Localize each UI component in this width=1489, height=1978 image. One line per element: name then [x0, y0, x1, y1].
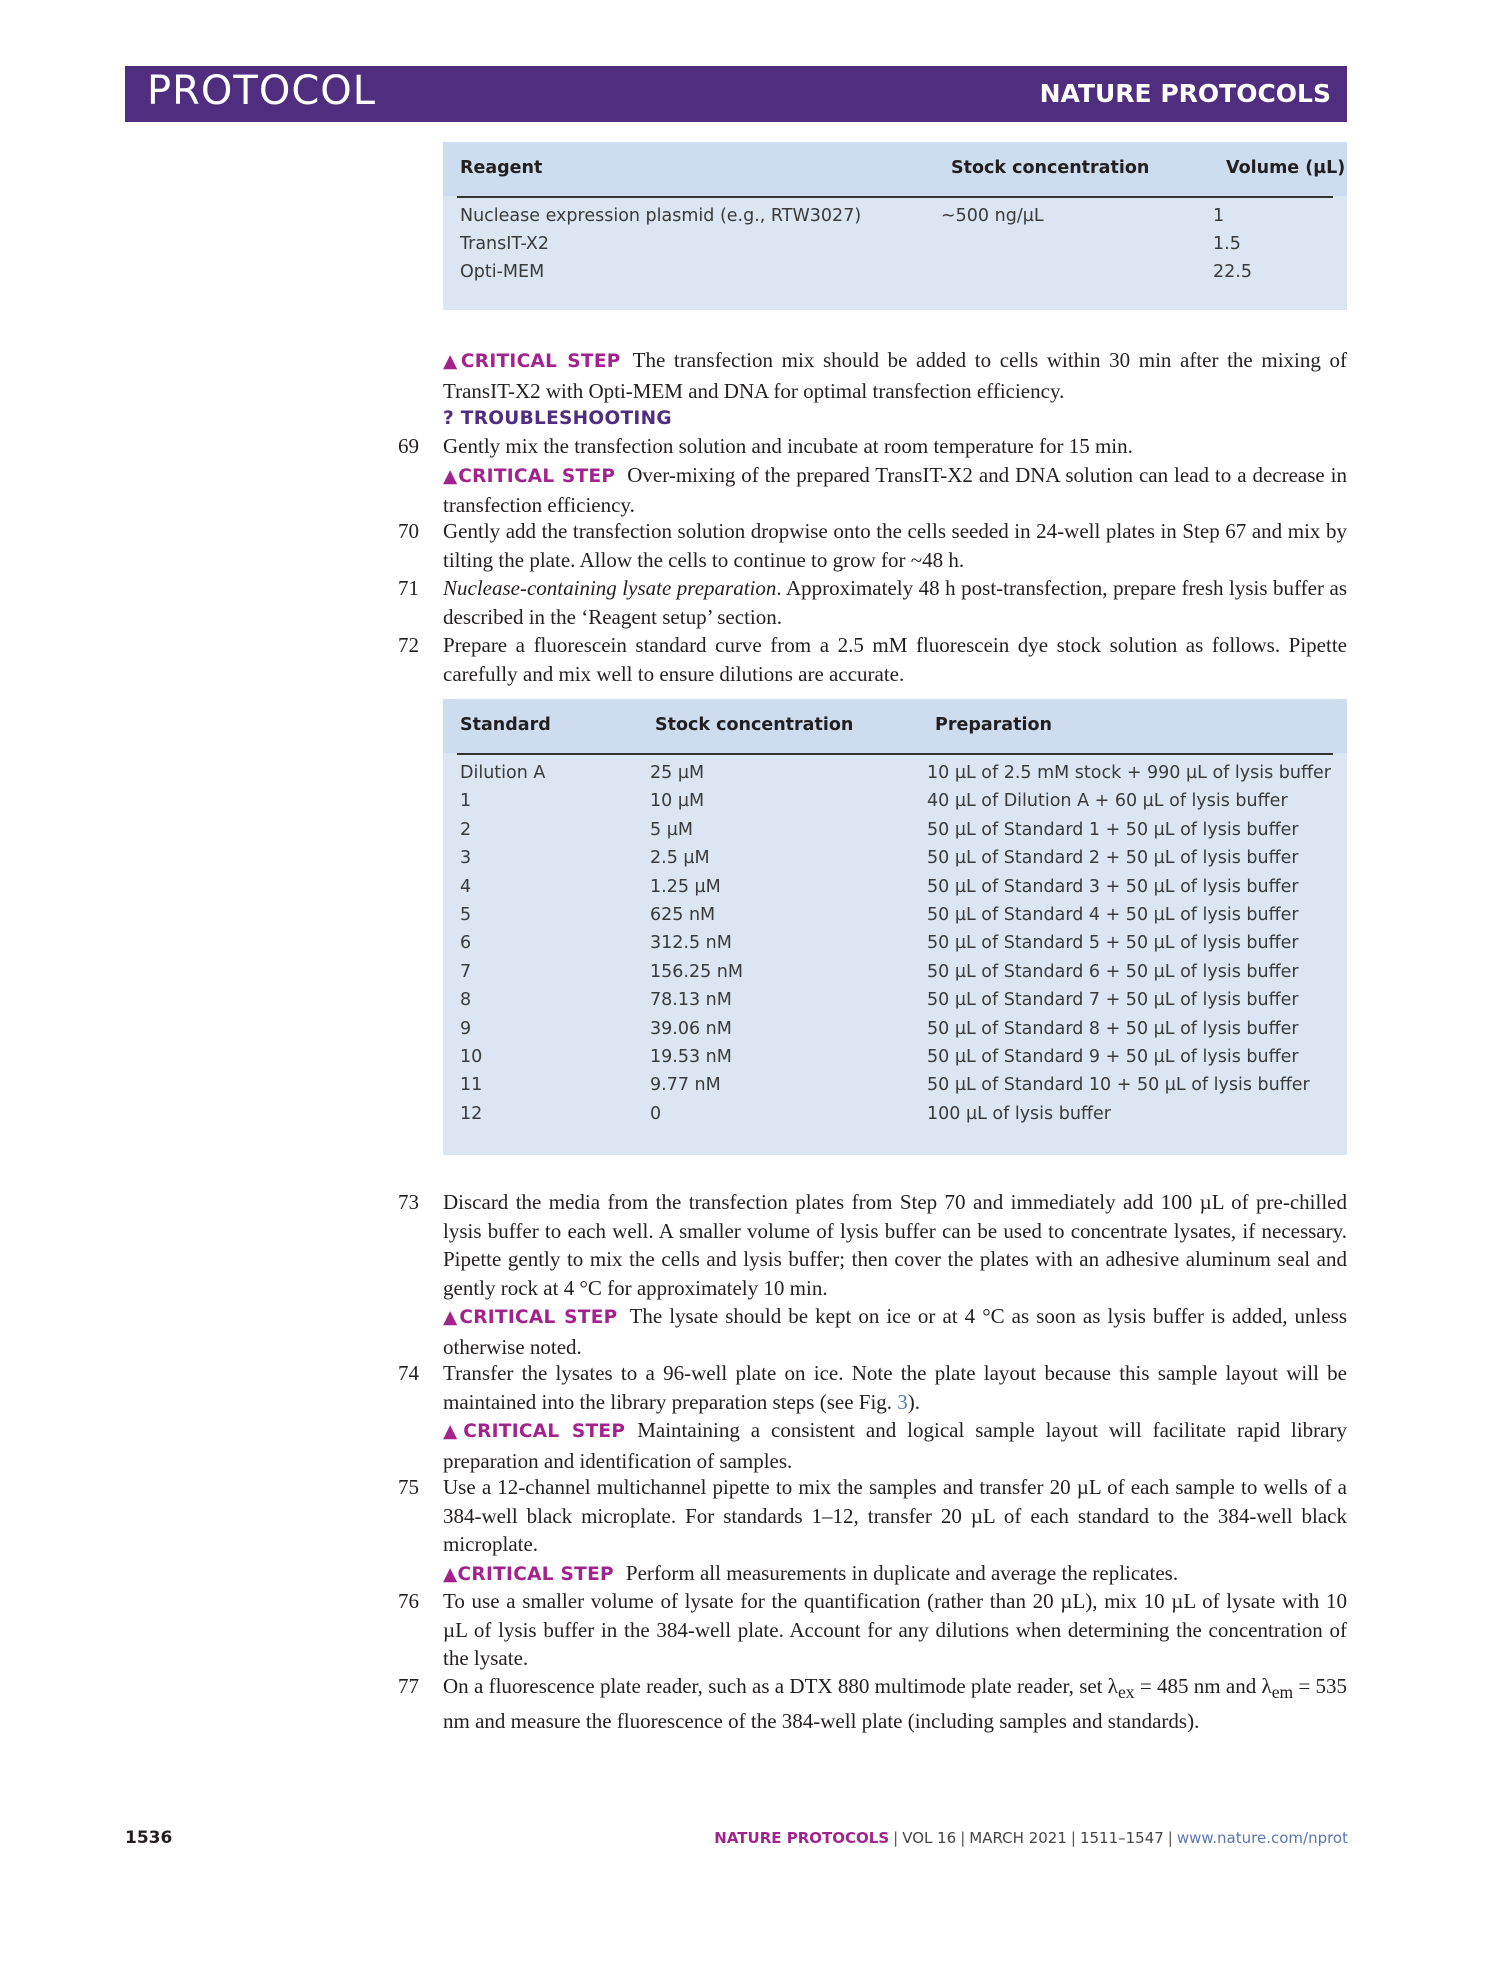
critical-step-text: The lysate should be kept on ice or at 4 °C as soon as lysis buffer is added, unless otherwise noted.	[443, 1304, 1347, 1359]
step-text: Prepare a fluorescein standard curve from a 2.5 mM fluorescein dye stock solution as follows. Pipette carefully and mix well to ensure dilutions are accurate.	[443, 633, 1347, 686]
table-cell: 156.25 nM	[650, 961, 743, 982]
subscript: em	[1271, 1682, 1294, 1703]
footer-journal: NATURE PROTOCOLS	[714, 1829, 890, 1847]
table-cell: 50 µL of Standard 9 + 50 µL of lysis buffer	[927, 1047, 1299, 1067]
table-cell: TransIT-X2	[460, 234, 550, 254]
step-number: 69	[398, 434, 419, 458]
step-text: = 535 nm and measure the fluorescence of the 384-well plate (including samples and standards).	[443, 1674, 1348, 1733]
table-cell: 50 µL of Standard 8 + 50 µL of lysis buffer	[927, 1018, 1299, 1039]
table-cell: 39.06 nM	[650, 1018, 732, 1039]
troubleshooting-label[interactable]: ? TROUBLESHOOTING	[443, 408, 672, 429]
footer-volume: VOL 16	[902, 1829, 957, 1847]
footer-date: MARCH 2021	[969, 1829, 1067, 1847]
column-header: Reagent	[460, 158, 543, 178]
table-cell: 9	[460, 1018, 472, 1039]
critical-step-label: ▲CRITICAL STEP	[443, 1421, 626, 1442]
table-rule	[457, 753, 1333, 755]
table-cell: Nuclease expression plasmid (e.g., RTW3027)	[460, 206, 862, 226]
table-cell: 625 nM	[650, 905, 716, 925]
footer-citation: NATURE PROTOCOLS | VOL 16 | MARCH 2021 | 1511–1547 | www.nature.com/nprot	[714, 1829, 1348, 1847]
table-cell: 50 µL of Standard 4 + 50 µL of lysis buffer	[927, 905, 1299, 925]
table-cell: 10	[460, 1047, 483, 1067]
critical-step-label: ▲CRITICAL STEP	[443, 1307, 618, 1328]
step-73	[398, 1188, 1347, 1361]
critical-step-label: ▲CRITICAL STEP	[443, 1563, 614, 1585]
table-header	[443, 142, 1347, 196]
step-text: = 485 nm and λ	[1134, 1674, 1272, 1698]
step-text: On a fluorescence plate reader, such as a DTX 880 multimode plate reader, set λ	[443, 1674, 1118, 1698]
footer-pages: 1511–1547	[1079, 1829, 1164, 1847]
page-number: 1536	[125, 1828, 173, 1848]
table-cell: 10 µM	[650, 791, 705, 812]
step-number: 76	[398, 1589, 419, 1613]
table-cell: 40 µL of Dilution A + 60 µL of lysis buffer	[927, 791, 1288, 812]
table-cell: 1	[460, 791, 472, 812]
step-number: 72	[398, 633, 419, 657]
table-cell: 50 µL of Standard 6 + 50 µL of lysis buffer	[927, 961, 1299, 982]
step-74	[398, 1359, 1347, 1475]
critical-step-text: Over-mixing of the prepared TransIT-X2 and DNA solution can lead to a decrease in transfection efficiency.	[443, 462, 1347, 517]
table-cell: 1.25 µM	[650, 876, 721, 897]
step-text: . Approximately 48 h post-transfection, prepare fresh lysis buffer as described in the ‘Reagent setup’ section.	[443, 576, 1347, 629]
table-cell: 1.5	[1213, 234, 1241, 254]
table-cell: 11	[460, 1075, 483, 1096]
section-label: PROTOCOL	[147, 68, 377, 114]
table-cell: 25 µM	[650, 763, 705, 783]
column-header: Standard	[460, 715, 551, 735]
table-cell: 78.13 nM	[650, 990, 732, 1011]
journal-label: NATURE PROTOCOLS	[1039, 79, 1331, 108]
table-rule	[457, 196, 1333, 198]
step-text: To use a smaller volume of lysate for the quantification (rather than 20 µL), mix 10 µL of lysate with 10 µL of lysis buffer in the 384-well plate. Account for any dilutions when determining the concentration of the lysate.	[443, 1589, 1347, 1670]
table-cell: 8	[460, 990, 472, 1011]
table-cell: 12	[460, 1103, 483, 1124]
table-cell: 9.77 nM	[650, 1075, 721, 1096]
column-header: Preparation	[935, 715, 1052, 735]
table-cell: 50 µL of Standard 10 + 50 µL of lysis buffer	[927, 1075, 1310, 1096]
troubleshooting-link[interactable]	[443, 403, 1347, 434]
critical-step-68	[443, 346, 1347, 405]
table-cell: 0	[650, 1103, 662, 1124]
step-number: 74	[398, 1361, 419, 1385]
column-header: Stock concentration	[655, 715, 854, 735]
footer-url[interactable]: www.nature.com/nprot	[1176, 1829, 1348, 1847]
critical-step-text: Perform all measurements in duplicate and average the replicates.	[625, 1560, 1179, 1585]
column-header: Volume (µL)	[1226, 158, 1346, 178]
column-header: Stock concentration	[951, 158, 1150, 178]
table-cell: 5	[460, 905, 472, 925]
table-cell: Dilution A	[460, 763, 546, 783]
table-cell: ~500 ng/µL	[941, 206, 1044, 226]
subscript: ex	[1118, 1682, 1135, 1703]
step-number: 70	[398, 519, 419, 543]
step-text: Gently mix the transfection solution and incubate at room temperature for 15 min.	[443, 434, 1133, 458]
table-cell: 3	[460, 848, 472, 869]
step-text: Use a 12-channel multichannel pipette to mix the samples and transfer 20 µL of each sample to wells of a 384-well black microplate. For standards 1–12, transfer 20 µL of each standard to the 384-well black microplate.	[443, 1475, 1347, 1556]
standards-table	[443, 699, 1347, 1155]
table-cell: 19.53 nM	[650, 1047, 732, 1067]
step-76	[398, 1587, 1347, 1673]
step-text: Transfer the lysates to a 96-well plate on ice. Note the plate layout because this sample layout will be maintained into the library preparation steps (see Fig.	[443, 1361, 1347, 1414]
step-number: 75	[398, 1475, 419, 1499]
table-cell: 22.5	[1213, 262, 1252, 282]
table-cell: 50 µL of Standard 2 + 50 µL of lysis buffer	[927, 848, 1299, 869]
table-cell: 2.5 µM	[650, 848, 710, 869]
table-cell: 50 µL of Standard 1 + 50 µL of lysis buffer	[927, 819, 1299, 840]
step-heading: Nuclease-containing lysate preparation	[443, 576, 777, 600]
table-cell: 2	[460, 819, 472, 840]
step-number: 73	[398, 1190, 419, 1214]
figure-link[interactable]: 3	[897, 1389, 908, 1414]
critical-step-label: ▲CRITICAL STEP	[443, 351, 621, 372]
table-cell: Opti-MEM	[460, 262, 545, 282]
table-cell: 100 µL of lysis buffer	[927, 1103, 1111, 1124]
step-71	[398, 574, 1347, 631]
table-cell: 4	[460, 876, 472, 897]
step-number: 77	[398, 1674, 419, 1698]
step-text: Discard the media from the transfection plates from Step 70 and immediately add 100 µL of pre-chilled lysis buffer to each well. A smaller volume of lysis buffer can be used to concentrate lysates, if necessary. Pipette gently to mix the cells and lysis buffer; then cover the plates with an adhesive aluminum seal and gently rock at 4 °C for approximately 10 min.	[443, 1190, 1347, 1300]
step-75	[398, 1473, 1347, 1589]
table-header	[443, 699, 1347, 753]
step-text: ).	[907, 1389, 921, 1414]
critical-step-label: ▲CRITICAL STEP	[443, 465, 616, 487]
step-72	[398, 631, 1347, 688]
table-cell: 1	[1213, 206, 1225, 226]
table-cell: 50 µL of Standard 5 + 50 µL of lysis buffer	[927, 933, 1299, 954]
table-cell: 5 µM	[650, 819, 693, 840]
table-cell: 312.5 nM	[650, 933, 732, 954]
header-bar	[125, 66, 1347, 122]
table-cell: 7	[460, 961, 472, 982]
critical-step-text: The transfection mix should be added to cells within 30 min after the mixing of TransIT-X2 with Opti-MEM and DNA for optimal transfection efficiency.	[443, 348, 1347, 403]
table-cell: 50 µL of Standard 7 + 50 µL of lysis buffer	[927, 990, 1299, 1011]
table-cell: 10 µL of 2.5 mM stock + 990 µL of lysis buffer	[927, 763, 1331, 783]
step-77	[398, 1672, 1347, 1735]
table-cell: 6	[460, 933, 472, 954]
step-69	[398, 432, 1347, 520]
step-70	[398, 517, 1347, 574]
table-cell: 50 µL of Standard 3 + 50 µL of lysis buffer	[927, 876, 1299, 897]
step-text: Gently add the transfection solution dropwise onto the cells seeded in 24-well plates in Step 67 and mix by tilting the plate. Allow the cells to continue to grow for ~48 h.	[443, 519, 1347, 572]
critical-step-text: Maintaining a consistent and logical sample layout will facilitate rapid library preparation and identification of samples.	[443, 1418, 1347, 1473]
step-number: 71	[398, 576, 419, 600]
reagent-table	[443, 142, 1347, 310]
